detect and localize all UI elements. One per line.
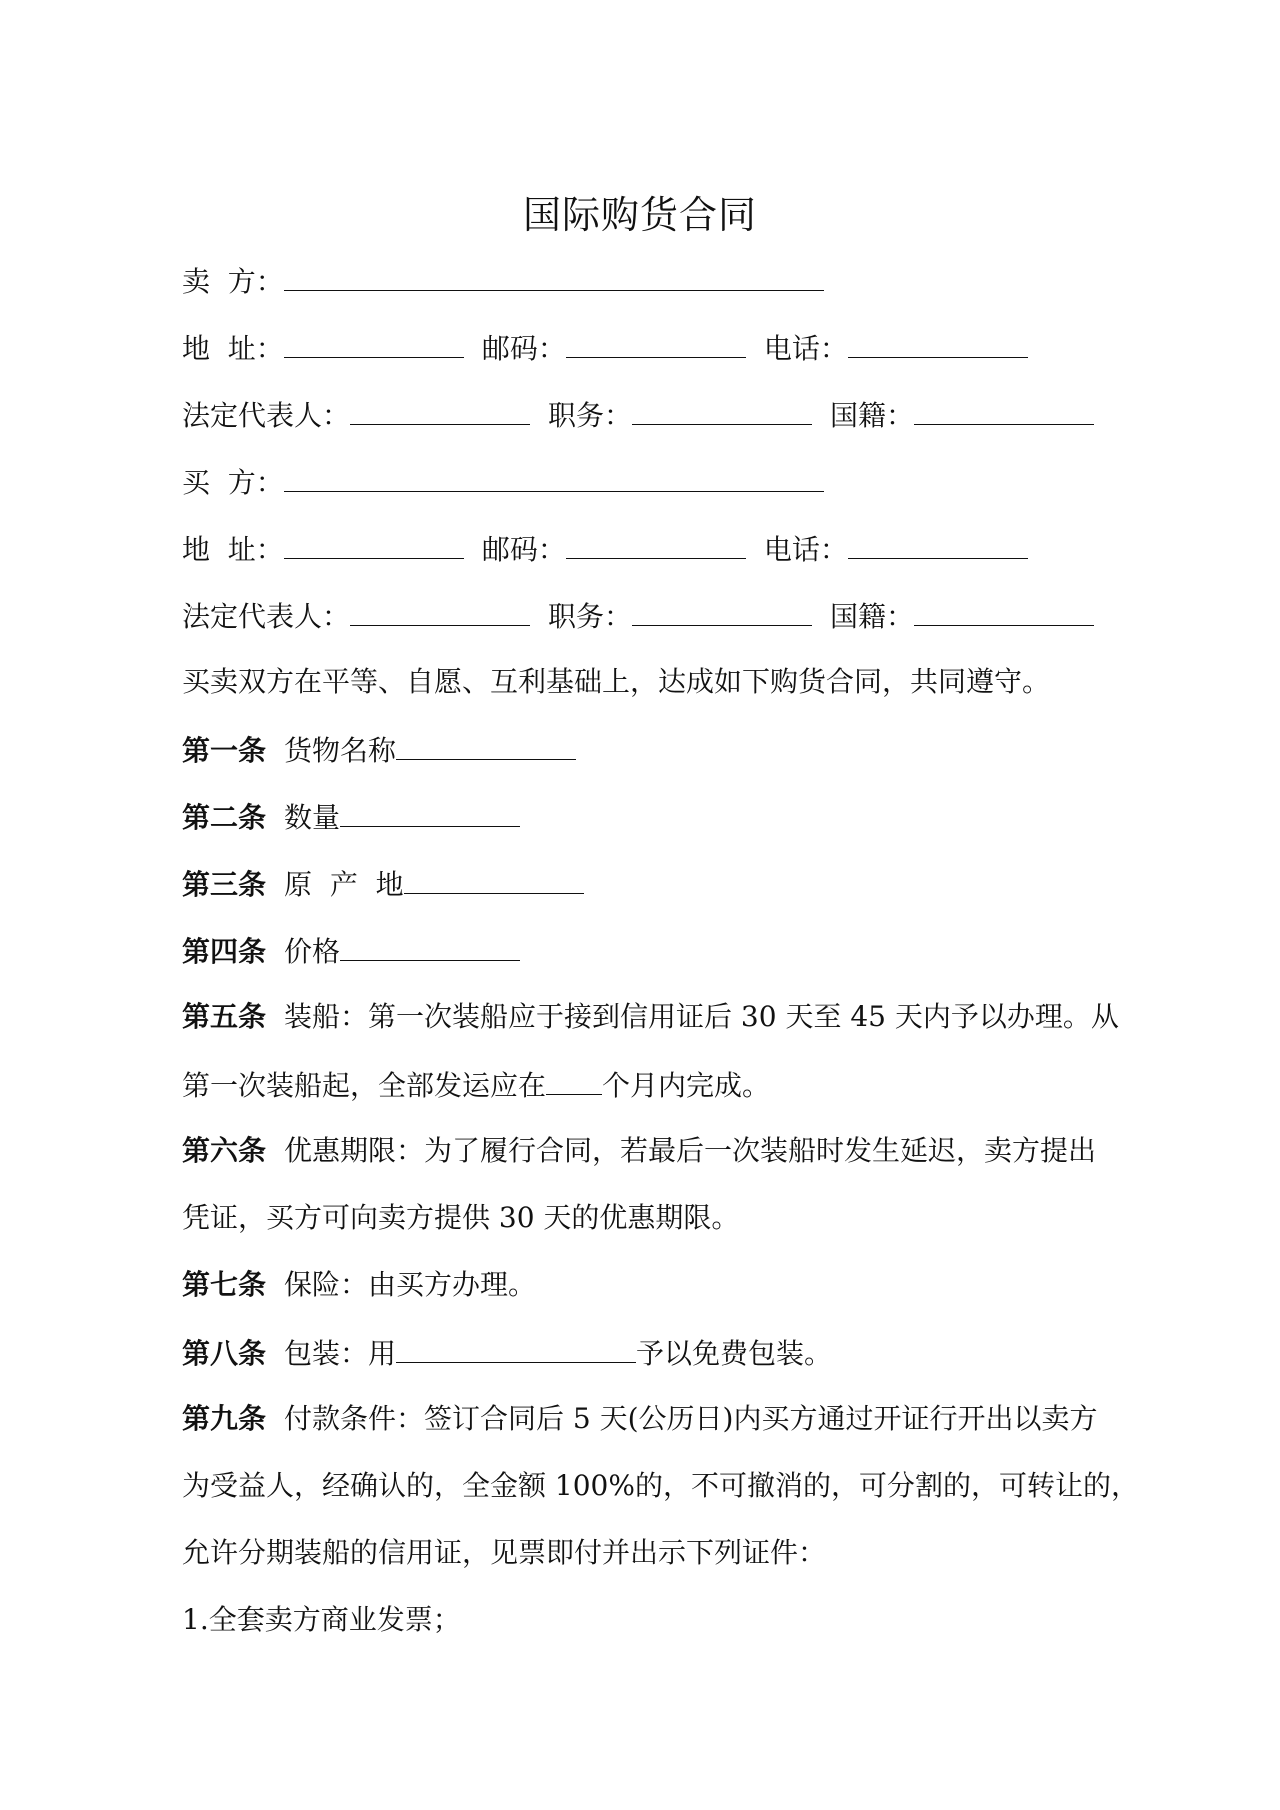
article-2-number: 第二条 (182, 801, 267, 834)
list-item-1: 1.全套卖方商业发票； (182, 1603, 461, 1636)
article-8 (182, 1332, 1162, 1374)
article-5-months-blank (546, 1064, 602, 1095)
article-9-number: 第九条 (182, 1402, 267, 1435)
buyer-phone-blank (848, 528, 1028, 559)
buyer-postcode-label: 邮码： (481, 533, 566, 566)
buyer-address-line (182, 528, 1162, 570)
buyer-address-label: 地 址： (182, 533, 284, 566)
article-5-line-2 (182, 1064, 1162, 1106)
article-2 (182, 796, 1162, 838)
buyer-line (182, 461, 1162, 503)
article-2-blank (340, 796, 520, 827)
article-1-number: 第一条 (182, 734, 267, 767)
article-9-line-1 (182, 1399, 1162, 1439)
article-7-text: 保险：由买方办理。 (284, 1268, 537, 1301)
article-8-blank (396, 1332, 636, 1363)
buyer-name-blank (284, 461, 824, 492)
seller-rep-label: 法定代表人： (182, 399, 351, 432)
article-5-line-1 (182, 997, 1162, 1037)
seller-position-blank (632, 394, 812, 425)
article-3-number: 第三条 (182, 868, 267, 901)
article-6-line-1 (182, 1131, 1162, 1171)
article-7-number: 第七条 (182, 1268, 267, 1301)
article-6-text-1: 优惠期限：为了履行合同，若最后一次装船时发生延迟，卖方提出 (284, 1134, 1097, 1167)
article-8-text-a: 包装：用 (284, 1337, 397, 1370)
buyer-nationality-blank (914, 595, 1094, 626)
article-4 (182, 930, 1162, 972)
article-6-line-2: 凭证，买方可向卖方提供 30 天的优惠期限。 (182, 1201, 740, 1234)
article-1-text: 货物名称 (284, 734, 397, 767)
buyer-position-blank (632, 595, 812, 626)
document-title: 国际购货合同 (522, 193, 757, 237)
seller-phone-label: 电话： (763, 332, 848, 365)
seller-postcode-label: 邮码： (481, 332, 566, 365)
article-8-text-b: 予以免费包装。 (636, 1337, 833, 1370)
seller-postcode-blank (566, 327, 746, 358)
article-4-number: 第四条 (182, 935, 267, 968)
seller-nationality-blank (914, 394, 1094, 425)
article-2-text: 数量 (284, 801, 341, 834)
seller-rep-blank (350, 394, 530, 425)
seller-phone-blank (848, 327, 1028, 358)
article-1-blank (396, 729, 576, 760)
article-5-text-2a: 第一次装船起，全部发运应在 (182, 1069, 547, 1102)
article-5-number: 第五条 (182, 1000, 267, 1033)
seller-address-blank (284, 327, 464, 358)
buyer-postcode-blank (566, 528, 746, 559)
buyer-address-blank (284, 528, 464, 559)
buyer-phone-label: 电话： (763, 533, 848, 566)
article-6-number: 第六条 (182, 1134, 267, 1167)
buyer-rep-label: 法定代表人： (182, 600, 351, 633)
article-3-blank (404, 863, 584, 894)
article-3-text: 原 产 地 (284, 868, 404, 901)
seller-name-blank (284, 260, 824, 291)
seller-label: 卖 方： (182, 265, 284, 298)
intro-paragraph: 买卖双方在平等、自愿、互利基础上，达成如下购货合同，共同遵守。 (182, 665, 1051, 698)
buyer-rep-line (182, 595, 1162, 637)
article-9-text-1: 付款条件：签订合同后 5 天(公历日)内买方通过开证行开出以卖方 (284, 1402, 1098, 1435)
article-5-text-2b: 个月内完成。 (602, 1069, 771, 1102)
article-8-number: 第八条 (182, 1337, 267, 1370)
seller-nationality-label: 国籍： (830, 399, 915, 432)
article-4-text: 价格 (284, 935, 341, 968)
article-7 (182, 1265, 1162, 1305)
seller-line (182, 260, 1162, 302)
buyer-nationality-label: 国籍： (830, 600, 915, 633)
buyer-label: 买 方： (182, 466, 284, 499)
article-9-line-3: 允许分期装船的信用证，见票即付并出示下列证件： (182, 1536, 827, 1569)
seller-rep-line (182, 394, 1162, 436)
article-4-blank (340, 930, 520, 961)
article-5-text-1: 装船：第一次装船应于接到信用证后 30 天至 45 天内予以办理。从 (284, 1000, 1119, 1033)
buyer-position-label: 职务： (548, 600, 633, 633)
seller-address-label: 地 址： (182, 332, 284, 365)
seller-address-line (182, 327, 1162, 369)
article-3 (182, 863, 1162, 905)
buyer-rep-blank (350, 595, 530, 626)
article-9-line-2: 为受益人，经确认的，全金额 100%的，不可撤消的，可分割的，可转让的， (182, 1469, 1139, 1502)
seller-position-label: 职务： (548, 399, 633, 432)
article-1 (182, 729, 1162, 771)
